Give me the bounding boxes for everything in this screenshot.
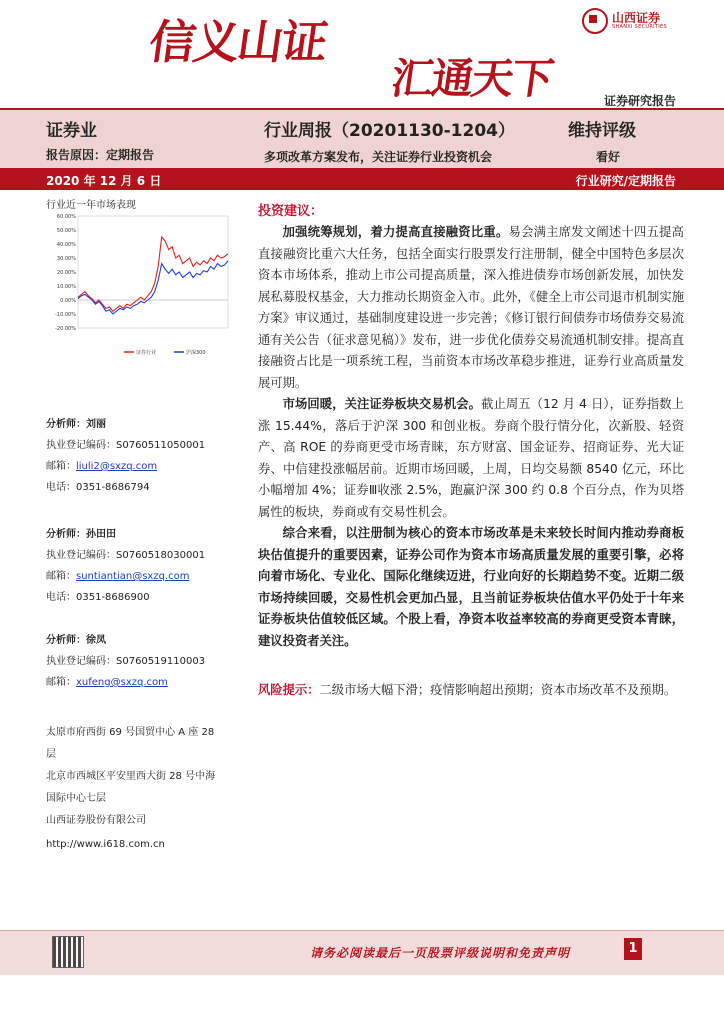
mail-label: 邮箱： bbox=[46, 461, 76, 472]
analyst-block-2 bbox=[46, 528, 205, 605]
y-tick-label: 40.00% bbox=[56, 242, 76, 248]
analyst-label: 分析师： bbox=[46, 419, 86, 430]
p1-body: 易会满主席发文阐述十四五提高直接融资比重六大任务，包括全面实行股票发行注册制，健全中国特色多层次资本市场体系，推动上市公司提高质量，深入推进债券市场创新发展，加快发展私募股权基金，大力推动长期资金入市。此外，《健全上市公司退市机制实施方案》审议通过，基础制度建设进一步完善；《修订银行间债券市场债券交易流通有关公告（征求意见稿）》发布，进一步优化债券交易流通机制安排。提高直接融资占比是一项系统工程，当前资本市场改革稳步推进，证券行业高质量发展可期。 bbox=[258, 225, 684, 390]
report-category: 行业研究/定期报告 bbox=[575, 174, 676, 188]
y-tick-label: 10.00% bbox=[56, 284, 76, 290]
address-beijing: 北京市西城区平安里西大街 28 号中海国际中心七层 bbox=[46, 771, 216, 804]
y-tick-label: 20.00% bbox=[56, 270, 76, 276]
logo-name: 山西证券 bbox=[612, 11, 661, 25]
risk-body: 二级市场大幅下滑；疫情影响超出预期；资本市场改革不及预期。 bbox=[319, 683, 677, 697]
logo-en: SHANXI SECURITIES bbox=[612, 24, 667, 30]
analyst-label: 分析师： bbox=[46, 529, 86, 540]
reg-number: S0760518030001 bbox=[116, 550, 206, 561]
paragraph-2 bbox=[258, 394, 684, 523]
report-title: 行业周报（20201130-1204） bbox=[264, 121, 515, 141]
paragraph-1 bbox=[258, 222, 684, 394]
p2-lead: 市场回暖，关注证券板块交易机会。 bbox=[282, 397, 482, 411]
tel-number: 0351-8686794 bbox=[76, 482, 150, 493]
p2-body: 截止周五（12 月 4 日），证券指数上涨 15.44%，落后于沪深 300 和创业板。券商个股行情分化，次新股、轻资产、高 ROE 的券商更受市场青睐，东方财富、国金证券、招商证券、光大证券、中信建投涨幅居前。近期市场回暖，上周，日均交易额 8540 亿元，环比小幅增加 4%；证券Ⅲ收涨 2.5%，跑赢沪深 300 约 0.8 个百分点，作为贝塔属性的板块，券商或有交易性机会。 bbox=[258, 397, 684, 519]
chart-title: 行业近一年市场表现 bbox=[46, 200, 136, 211]
main-content bbox=[258, 200, 684, 702]
legend-label: 沪深300 bbox=[186, 350, 206, 356]
qr-code-icon bbox=[52, 936, 84, 968]
reg-label: 执业登记编码： bbox=[46, 656, 116, 667]
industry-name: 证券业 bbox=[46, 121, 97, 141]
mail-link[interactable]: suntiantian@sxzq.com bbox=[76, 571, 190, 582]
outlook: 看好 bbox=[596, 150, 621, 164]
p1-lead: 加强统筹规划，着力提高直接融资比重。 bbox=[282, 225, 509, 239]
reg-label: 执业登记编码： bbox=[46, 440, 116, 451]
tel-label: 电话： bbox=[46, 592, 76, 603]
y-tick-label: 50.00% bbox=[56, 228, 76, 234]
paragraph-3 bbox=[258, 523, 684, 652]
mail-label: 邮箱： bbox=[46, 677, 76, 688]
analyst-name: 徐凤 bbox=[86, 635, 106, 646]
mail-link[interactable]: liuli2@sxzq.com bbox=[76, 461, 158, 472]
analyst-block-1 bbox=[46, 418, 205, 495]
website[interactable]: http://www.i618.com.cn bbox=[46, 839, 165, 850]
tel-number: 0351-8686900 bbox=[76, 592, 150, 603]
reg-label: 执业登记编码： bbox=[46, 550, 116, 561]
invest-title: 投资建议： bbox=[258, 204, 324, 219]
analyst-label: 分析师： bbox=[46, 635, 86, 646]
page-number: 1 bbox=[624, 938, 642, 960]
report-reason: 报告原因：定期报告 bbox=[46, 148, 155, 162]
disclaimer: 请务必阅读最后一页股票评级说明和免责声明 bbox=[310, 946, 571, 960]
contact-block bbox=[46, 722, 216, 856]
y-tick-label: 30.00% bbox=[56, 256, 76, 262]
report-type: 证券研究报告 bbox=[603, 94, 676, 108]
p3-body: 综合来看，以注册制为核心的资本市场改革是未来较长时间内推动券商板块估值提升的重要因素，证券公司作为资本市场高质量发展的重要引擎，必将向着市场化、专业化、国际化继续迈进，行业向好的长期趋势不变。近期二级市场持续回暖，交易性机会更加凸显，且当前证券板块估值水平仍处于十年来证券板块估值较低区域。个股上看，净资本收益率较高的券商更受资本青睐，建议投资者关注。 bbox=[258, 526, 684, 648]
reg-number: S0760519110003 bbox=[116, 656, 206, 667]
rating: 维持评级 bbox=[568, 121, 636, 141]
y-tick-label: 60.00% bbox=[56, 214, 76, 220]
logo-icon bbox=[582, 8, 608, 34]
company-name: 山西证券股份有限公司 bbox=[46, 815, 146, 826]
y-tick-label: -10.00% bbox=[55, 312, 76, 318]
report-date: 2020 年 12 月 6 日 bbox=[46, 174, 162, 188]
legend-label: 证券行业 bbox=[136, 350, 157, 356]
risk-paragraph bbox=[258, 680, 684, 702]
analyst-block-3 bbox=[46, 634, 205, 690]
chart-frame bbox=[78, 216, 228, 328]
report-subtitle: 多项改革方案发布，关注证券行业投资机会 bbox=[264, 150, 493, 164]
address-taiyuan: 太原市府西街 69 号国贸中心 A 座 28 层 bbox=[46, 727, 215, 760]
risk-title: 风险提示： bbox=[258, 683, 320, 697]
company-logo bbox=[582, 8, 667, 34]
market-performance-chart bbox=[44, 210, 232, 360]
y-tick-label: -20.00% bbox=[55, 326, 76, 332]
analyst-name: 孙田田 bbox=[86, 529, 116, 540]
mail-link[interactable]: xufeng@sxzq.com bbox=[76, 677, 168, 688]
slogan-b: 汇通天下 bbox=[388, 54, 556, 103]
analyst-name: 刘丽 bbox=[86, 419, 106, 430]
y-tick-label: 0.00% bbox=[60, 298, 76, 304]
tel-label: 电话： bbox=[46, 482, 76, 493]
mail-label: 邮箱： bbox=[46, 571, 76, 582]
slogan-a: 信义山证 bbox=[145, 15, 330, 69]
reg-number: S0760511050001 bbox=[116, 440, 206, 451]
